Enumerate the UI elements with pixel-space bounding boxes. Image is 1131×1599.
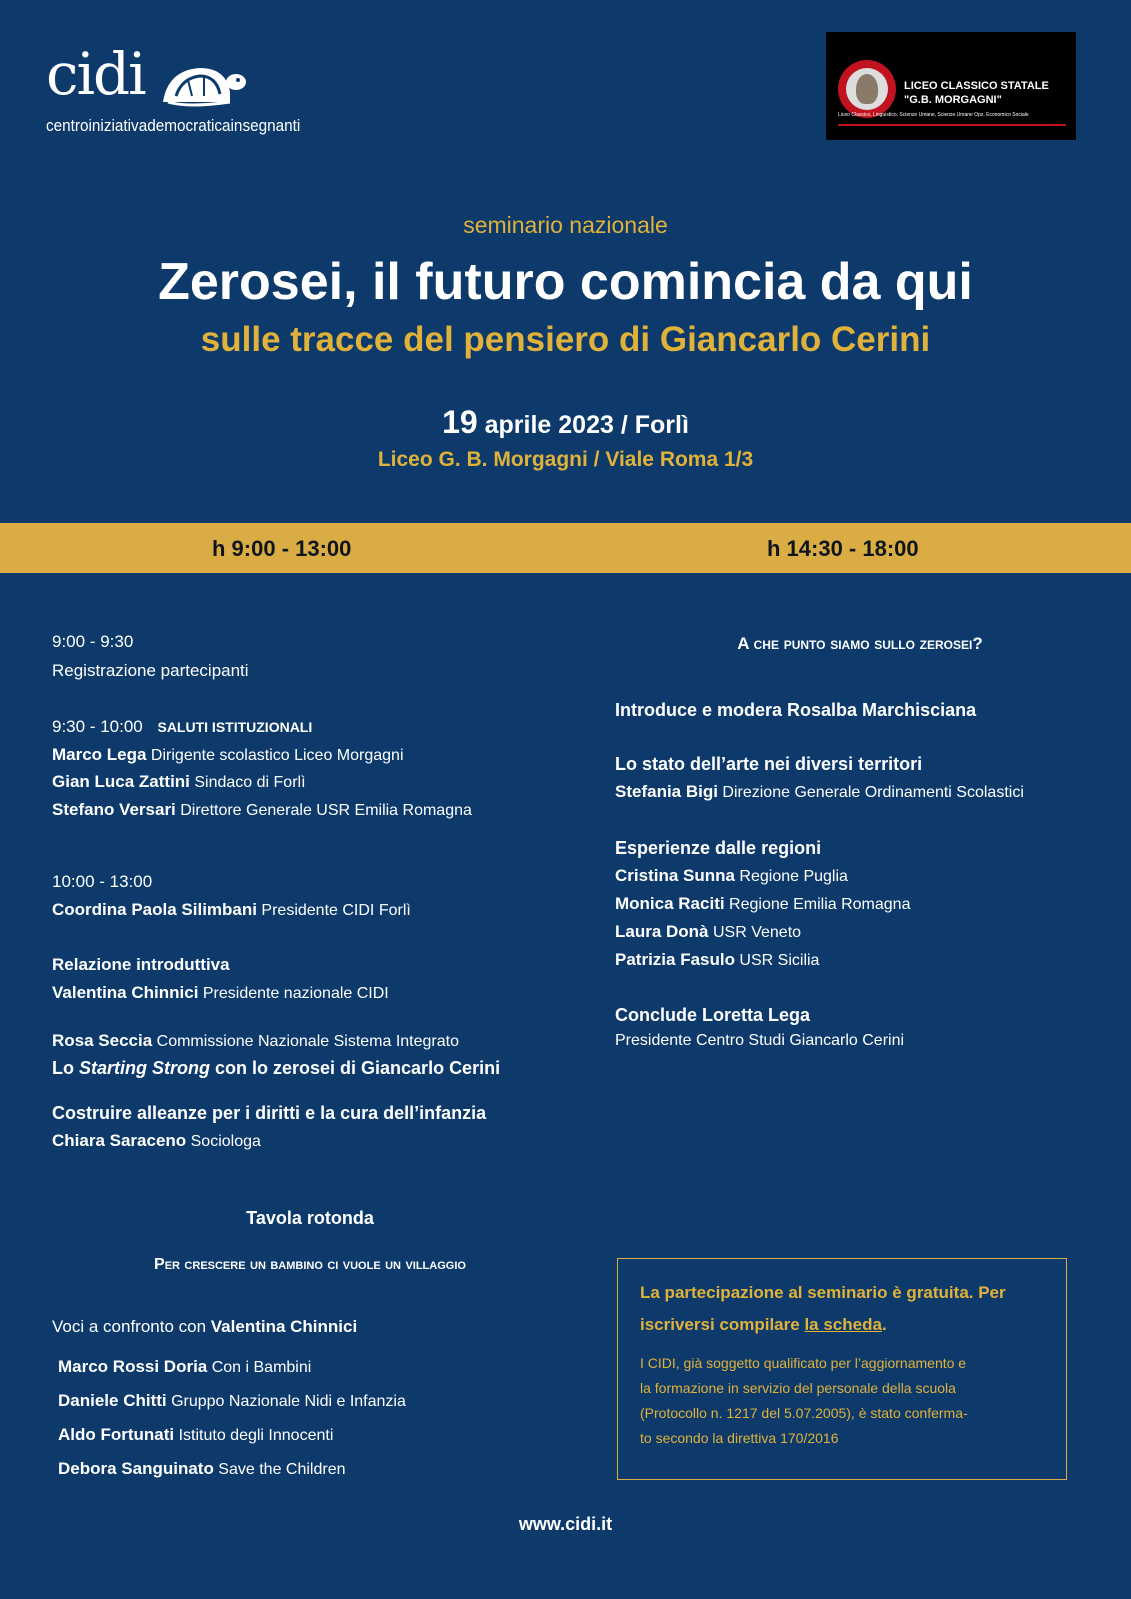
speaker: [52, 800, 472, 820]
coordinator-name: Coordina Paola Silimbani: [52, 900, 257, 919]
speaker-role: Regione Emilia Romagna: [724, 896, 911, 913]
time-band-afternoon: h 14:30 - 18:00: [767, 536, 919, 561]
panelist-name: Aldo Fortunati: [58, 1425, 175, 1444]
speaker: [615, 950, 819, 970]
speaker-role: Direttore Generale USR Emilia Romagna: [175, 802, 472, 819]
registration-form-link[interactable]: la scheda: [804, 1315, 882, 1334]
speaker-name: Laura Donà: [615, 922, 709, 941]
talk-title: Costruire alleanze per i diritti e la cura dell’infanzia: [52, 1103, 487, 1123]
speaker-role: Commissione Nazionale Sistema Integrato: [152, 1033, 459, 1050]
speaker-role: Presidente nazionale CIDI: [198, 985, 389, 1002]
turtle-icon: [158, 62, 248, 110]
slot-time: [52, 717, 312, 737]
speaker-name: Cristina Sunna: [615, 866, 735, 885]
accreditation-text: to secondo la direttiva 170/2016: [640, 1430, 839, 1446]
website-link[interactable]: www.cidi.it: [518, 1514, 613, 1534]
round-table-subtitle: Per crescere un bambino ci vuole un villaggio: [154, 1256, 466, 1273]
speaker-role: Direzione Generale Ordinamenti Scolastici: [717, 784, 1024, 801]
accreditation-text: la formazione in servizio del personale della scuola: [640, 1380, 956, 1396]
talk-title-italic: Starting Strong: [79, 1058, 210, 1078]
talk-title: Lo stato dell’arte nei diversi territori: [615, 754, 923, 774]
closing-speaker-role: Presidente Centro Studi Giancarlo Cerini: [615, 1032, 905, 1049]
speaker-name: Rosa Seccia: [52, 1031, 153, 1050]
event-venue: Liceo G. B. Morgagni / Viale Roma 1/3: [377, 448, 754, 471]
panelist-role: Save the Children: [213, 1461, 346, 1478]
speaker-name: Stefania Bigi: [615, 782, 718, 801]
speaker-name: Stefano Versari: [52, 800, 176, 819]
panelist: [58, 1425, 333, 1445]
speaker-name: Chiara Saraceno: [52, 1131, 187, 1150]
cidi-logo: [46, 40, 366, 150]
panelist-name: Debora Sanguinato: [58, 1459, 214, 1478]
event-subtitle: sulle tracce del pensiero di Giancarlo Cerini: [200, 320, 931, 359]
talk-title: [52, 1058, 500, 1079]
registration-info-box: [617, 1258, 1067, 1480]
liceo-name-line2: "G.B. MORGAGNI": [904, 94, 1002, 106]
registration-note-end: .: [881, 1315, 887, 1334]
speaker: [52, 772, 306, 792]
speaker-name: Monica Raciti: [615, 894, 725, 913]
event-date-rest: aprile 2023 / Forlì: [477, 411, 689, 439]
liceo-red-rule: [838, 124, 1066, 126]
time-band: [0, 523, 1131, 573]
slot-time: 9:00 - 9:30: [52, 632, 134, 651]
speaker-name: Valentina Chinnici: [52, 983, 199, 1002]
coordinator: [52, 900, 411, 920]
event-date-day: 19: [442, 404, 478, 440]
afternoon-heading: A che punto siamo sullo zerosei?: [737, 634, 983, 653]
speaker-name: Gian Luca Zattini: [52, 772, 190, 791]
slot-label: SALUTI ISTITUZIONALI: [157, 719, 313, 735]
slot-time-value: 9:30 - 10:00: [52, 717, 143, 736]
speaker: [615, 782, 1024, 802]
event-date: [0, 404, 1131, 441]
panelist: [58, 1357, 311, 1377]
moderator-name: Valentina Chinnici: [210, 1317, 358, 1336]
panelist-name: Marco Rossi Doria: [58, 1357, 208, 1376]
speaker-role: Sindaco di Forlì: [189, 774, 306, 791]
talk-title-part: Lo: [52, 1058, 79, 1078]
cidi-tagline: centroiniziativademocraticainsegnanti: [46, 116, 301, 135]
liceo-name-line1: LICEO CLASSICO STATALE: [904, 80, 1049, 92]
speaker: [52, 745, 404, 765]
panelist-role: Istituto degli Innocenti: [174, 1427, 334, 1444]
talk-title: Relazione introduttiva: [52, 955, 230, 974]
talk-title: Esperienze dalle regioni: [615, 838, 822, 858]
registration-note-text: iscriversi compilare: [640, 1315, 805, 1334]
event-kicker: seminario nazionale: [463, 212, 668, 238]
round-table-moderator: [52, 1317, 357, 1337]
talk-title-part: con lo zerosei di Giancarlo Cerini: [210, 1058, 501, 1078]
registration-note-2: [640, 1315, 887, 1335]
accreditation-text: I CIDI, già soggetto qualificato per l’aggiornamento e: [640, 1355, 967, 1371]
registration-note: La partecipazione al seminario è gratuita. Per: [640, 1283, 1006, 1302]
panelist: [58, 1391, 406, 1411]
panelist-role: Gruppo Nazionale Nidi e Infanzia: [166, 1393, 406, 1410]
panelist-role: Con i Bambini: [207, 1359, 312, 1376]
round-table-title: Tavola rotonda: [246, 1208, 374, 1228]
speaker-role: USR Veneto: [708, 924, 802, 941]
speaker: [52, 1031, 459, 1051]
coordinator-role: Presidente CIDI Forlì: [256, 902, 411, 919]
speaker: [52, 1131, 261, 1151]
speaker: [615, 922, 801, 942]
liceo-emblem: [838, 60, 896, 118]
cidi-logo-text: cidi: [46, 40, 145, 108]
event-title: Zerosei, il futuro comincia da qui: [158, 253, 973, 311]
speaker: [52, 983, 389, 1003]
liceo-subtitle: Liceo Classico, Linguistico, Scienze Umane, Scienze Umane Opz. Economico Sociale: [838, 112, 1029, 118]
moderator: Introduce e modera Rosalba Marchisciana: [615, 700, 977, 720]
slot-time: 10:00 - 13:00: [52, 872, 153, 891]
panelist-name: Daniele Chitti: [58, 1391, 167, 1410]
speaker-role: Regione Puglia: [734, 868, 848, 885]
time-band-morning: h 9:00 - 13:00: [212, 536, 352, 561]
speaker-name: Patrizia Fasulo: [615, 950, 735, 969]
speaker: [615, 894, 910, 914]
slot-text: Registrazione partecipanti: [52, 661, 249, 680]
liceo-logo: [826, 32, 1076, 140]
speaker-role: Dirigente scolastico Liceo Morgagni: [146, 747, 404, 764]
speaker-name: Marco Lega: [52, 745, 147, 764]
closing-speaker: Conclude Loretta Lega: [615, 1005, 811, 1025]
moderator-prefix: Voci a confronto con: [52, 1317, 211, 1336]
speaker-role: USR Sicilia: [734, 952, 820, 969]
speaker: [615, 866, 848, 886]
panelist: [58, 1459, 346, 1479]
accreditation-text: (Protocollo n. 1217 del 5.07.2005), è stato conferma-: [640, 1405, 968, 1421]
speaker-role: Sociologa: [186, 1133, 261, 1150]
